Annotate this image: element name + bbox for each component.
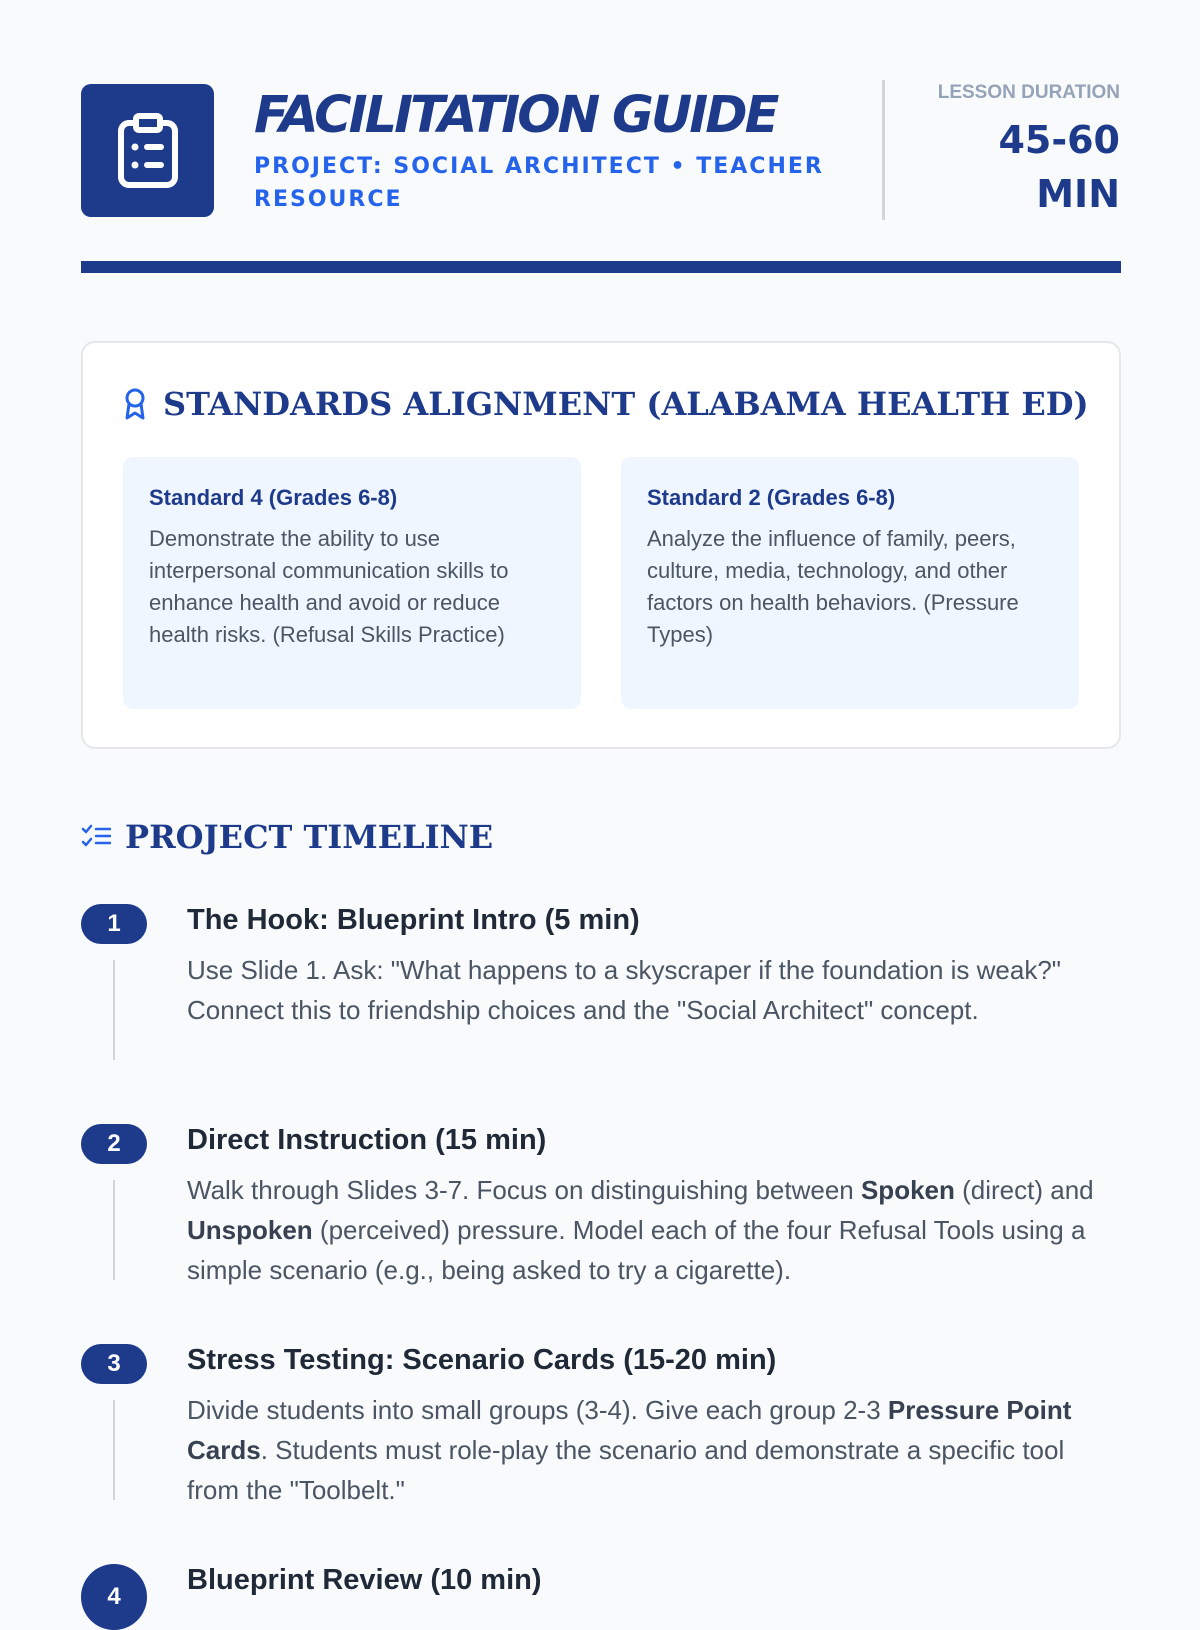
award-icon xyxy=(123,388,147,420)
step-text: . Students must role-play the scenario and demonstrate a specific tool from the "Toolbelt." xyxy=(187,1435,1065,1505)
step-title: Stress Testing: Scenario Cards (15-20 min) xyxy=(187,1344,777,1376)
step-text: Divide students into small groups (3-4). Give each group 2-3 xyxy=(187,1395,888,1425)
header-rule xyxy=(81,261,1121,273)
standard-title: Standard 4 (Grades 6-8) xyxy=(149,485,398,510)
page-title: FACILITATION GUIDE xyxy=(254,86,777,145)
standard-box-4 xyxy=(123,457,581,709)
step-connector xyxy=(113,1180,115,1280)
logo-badge xyxy=(81,84,214,217)
step-number-badge: 4 xyxy=(81,1564,147,1630)
standards-title: STANDARDS ALIGNMENT (ALABAMA HEALTH ED) xyxy=(163,385,1089,423)
step-connector xyxy=(113,960,115,1060)
step-number-badge: 1 xyxy=(81,904,147,944)
standard-box-2 xyxy=(621,457,1079,709)
step-description xyxy=(187,1390,1121,1510)
step-text: (direct) and xyxy=(954,1175,1094,1205)
checklist-icon xyxy=(81,824,111,850)
page-subtitle: PROJECT: SOCIAL ARCHITECT • TEACHER RESOURCE xyxy=(254,154,824,212)
step-title: Direct Instruction (15 min) xyxy=(187,1124,547,1156)
timeline-heading xyxy=(81,818,493,856)
step-title: The Hook: Blueprint Intro (5 min) xyxy=(187,904,640,936)
step-emphasis: Unspoken xyxy=(187,1215,313,1245)
step-description: Use Slide 1. Ask: "What happens to a skyscraper if the foundation is weak?" Connect this to friendship choices and the "Social Architect" concept. xyxy=(187,955,1062,1025)
clipboard-list-icon xyxy=(116,113,180,189)
step-text: Walk through Slides 3-7. Focus on distinguishing between xyxy=(187,1175,861,1205)
step-connector xyxy=(113,1400,115,1500)
timeline-title: PROJECT TIMELINE xyxy=(125,818,494,856)
standard-text: Demonstrate the ability to use interpersonal communication skills to enhance health and avoid or reduce health risks. (Refusal Skills Practice) xyxy=(149,526,509,647)
step-emphasis: Spoken xyxy=(860,1175,955,1205)
step-description xyxy=(187,1170,1121,1290)
step-emphasis: Pressure Point Cards xyxy=(187,1395,1072,1465)
header-divider xyxy=(882,80,885,220)
standard-text: Analyze the influence of family, peers, culture, media, technology, and other factors on health behaviors. (Pressure Types) xyxy=(647,526,1019,647)
duration-label: LESSON DURATION xyxy=(937,82,1120,103)
standards-card xyxy=(81,341,1121,749)
step-text: (perceived) pressure. Model each of the four Refusal Tools using a simple scenario (e.g., being asked to try a cigarette). xyxy=(187,1215,1086,1285)
step-number-badge: 2 xyxy=(81,1124,147,1164)
standard-title: Standard 2 (Grades 6-8) xyxy=(647,485,896,510)
standards-heading xyxy=(123,385,1089,423)
duration-value: 45-60 MIN xyxy=(998,118,1120,216)
step-number-badge: 3 xyxy=(81,1344,147,1384)
step-title: Blueprint Review (10 min) xyxy=(187,1564,542,1596)
